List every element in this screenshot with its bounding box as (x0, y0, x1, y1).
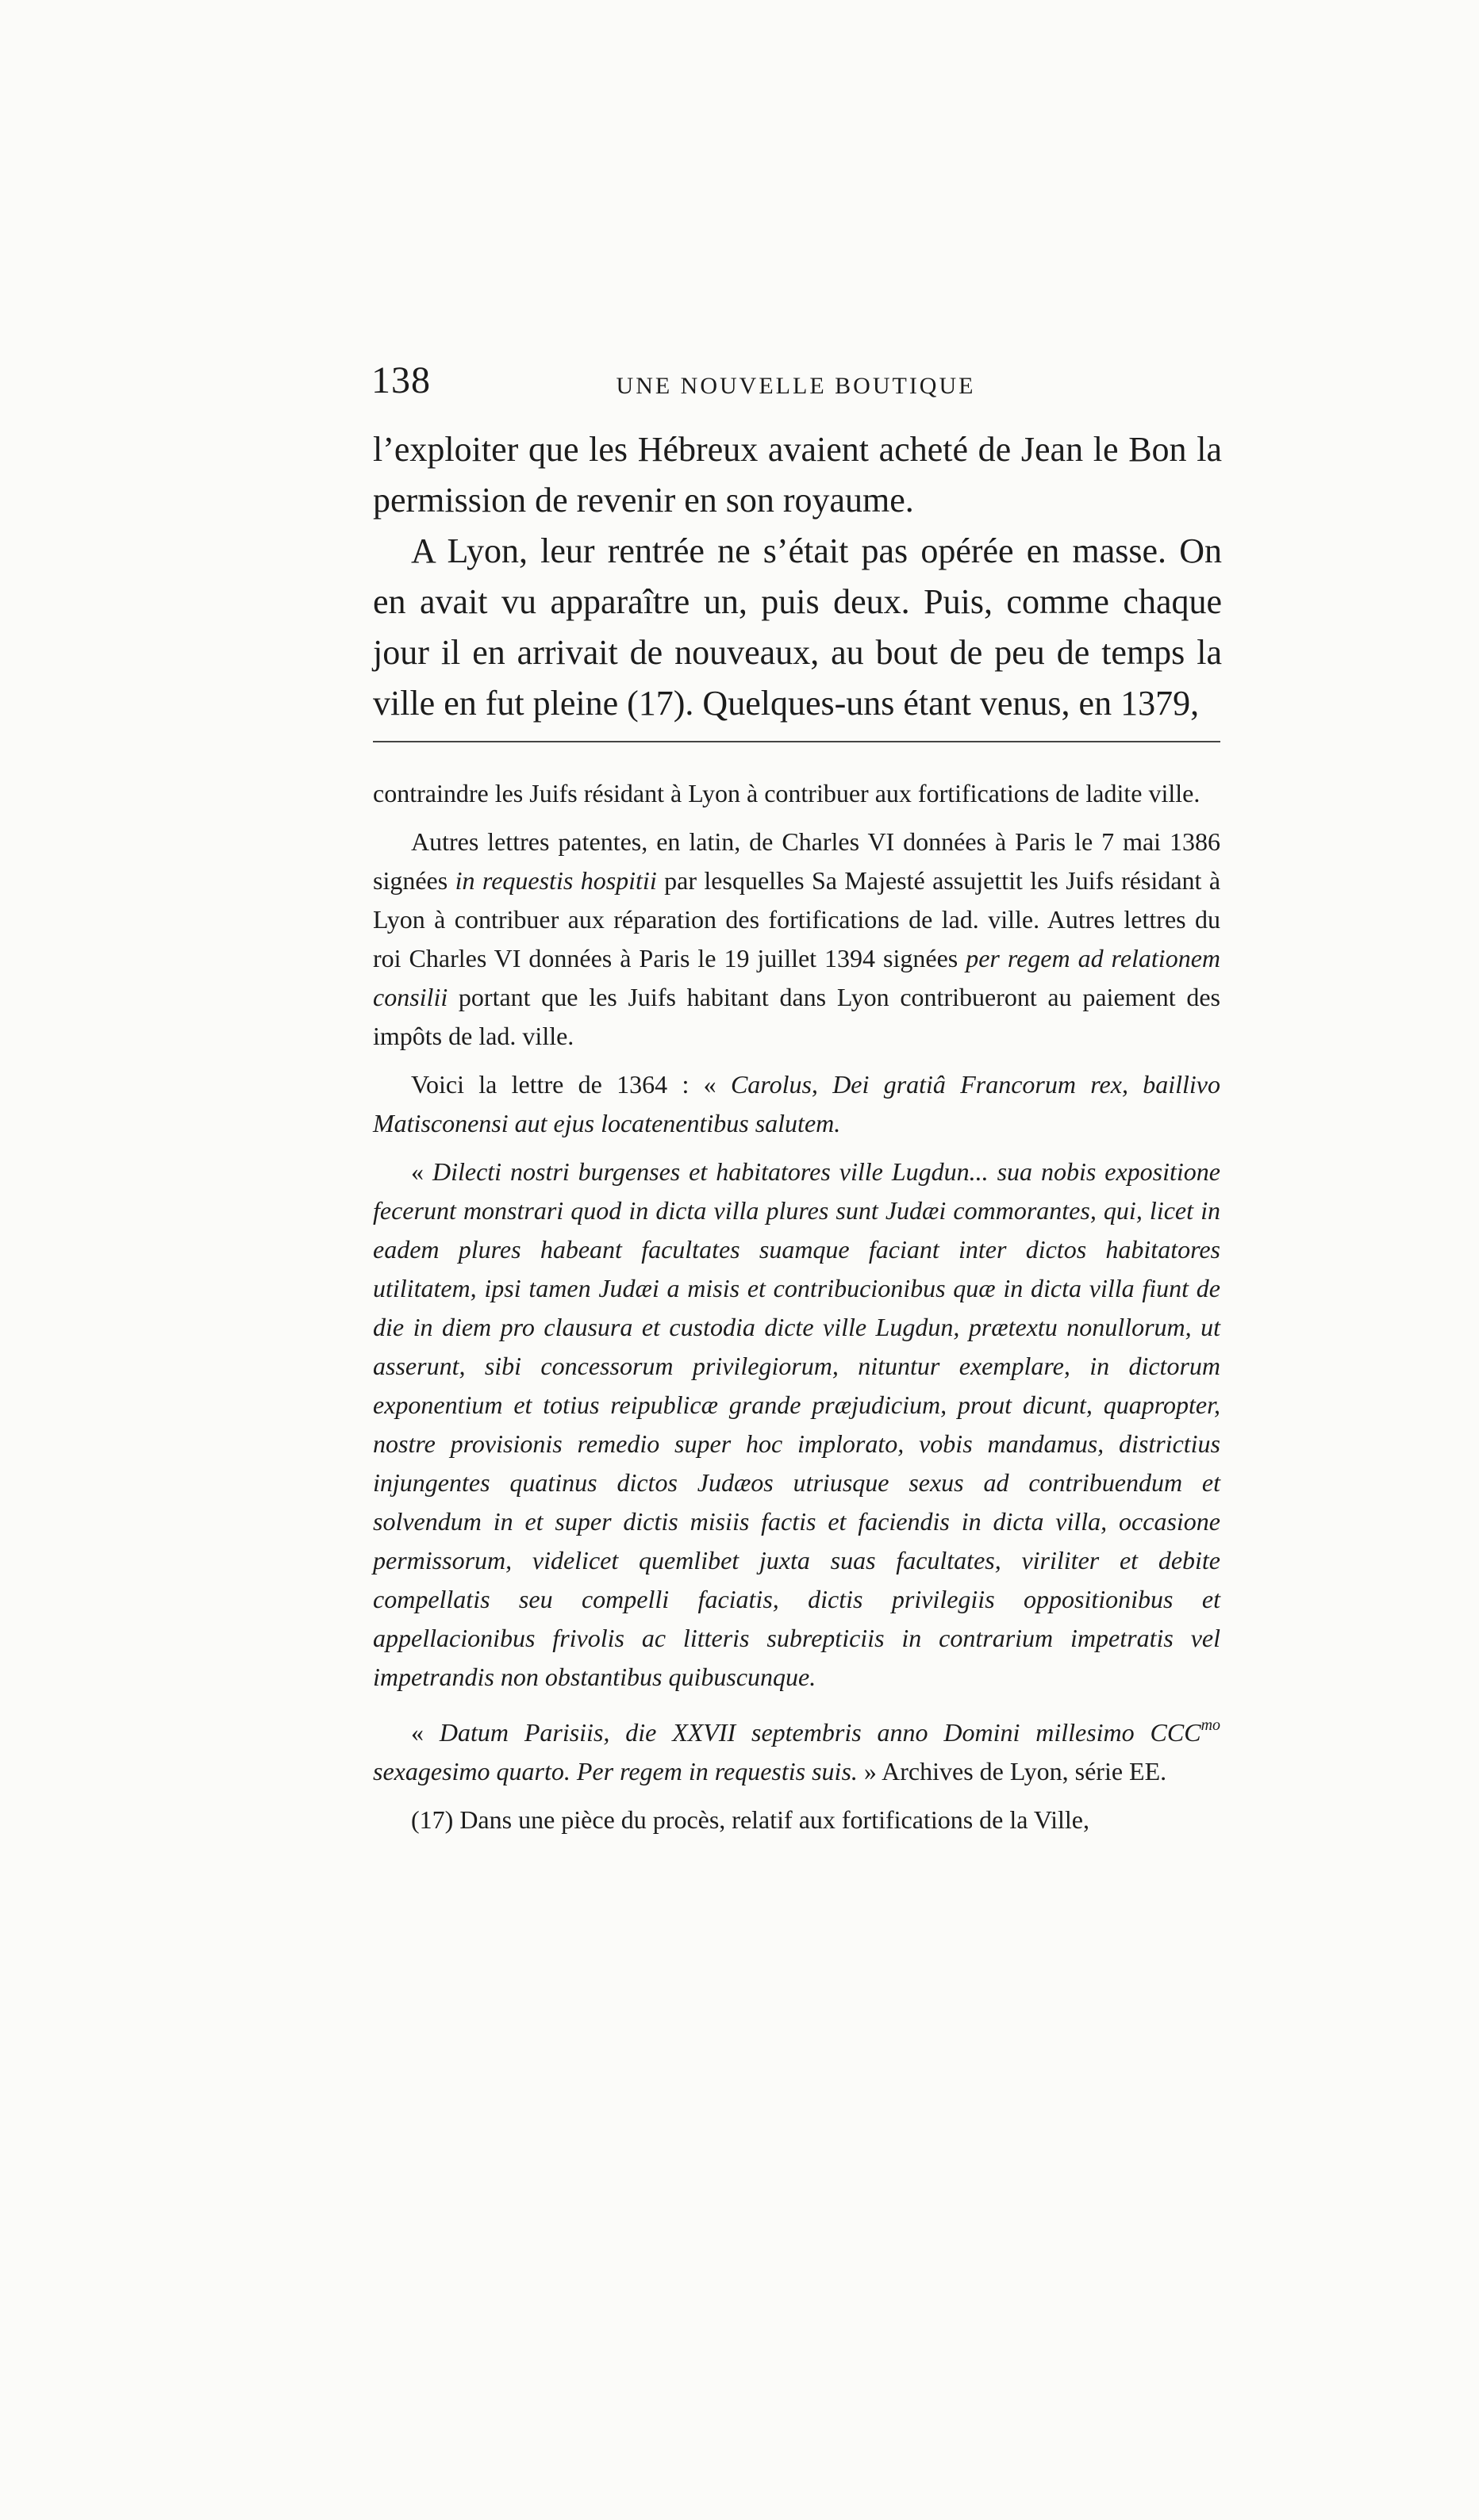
footnote-text: par lesquelles Sa Majesté assujettit les Juifs résidant à Lyon à contribuer aux réparation des fortifications de lad. ville. Autres lettres du roi Charles VI données à Paris le 19 juillet 1394 signées (373, 866, 1221, 972)
latin-phrase: Carolus, Dei gratiâ Francorum rex, baillivo Matisconensi aut ejus locatenentibus salutem. (373, 1070, 1221, 1137)
footnote-text: Voici la lettre de 1364 : « (411, 1070, 731, 1099)
main-text (373, 424, 1222, 729)
latin-quotation: Dilecti nostri burgenses et habitatores ville Lugdun... sua nobis expositione fecerunt monstrari quod in dicta villa plures sunt Judæi commorantes, qui, licet in eadem plures habeant facultates suamque faciant inter dictos habitatores utilitatem, ipsi tamen Judæi a misis et contribucionibus quæ in dicta villa fiunt de die in diem pro clausura et custodia dicte ville Lugdun, prætextu nonullorum, ut asserunt, sibi concessorum privilegiorum, nituntur exemplare, in dictorum exponentium et totius reipublicæ grande præjudicium, prout dicunt, quapropter, nostre provisionis remedio super hoc implorato, vobis mandamus, districtius injungentes quatinus dictos Judæos utriusque sexus ad contribuendum et solvendum in et super dictis misiis factis et faciendis in dicta villa, occasione permissorum, videlicet quemlibet juxta suas facultates, viriliter et debite compellatis seu compelli faciatis, dictis privilegiis oppositionibus et appellacionibus frivolis ac litteris subrepticiis in contrarium impetratis vel impetrandis non obstantibus quibuscunque. (373, 1157, 1221, 1691)
footnote-text: portant que les Juifs habitant dans Lyon contribueront au paiement des impôts de lad. ville. (373, 983, 1220, 1050)
footnote-letters-patent (373, 823, 1220, 1056)
latin-phrase: Datum Parisiis, die XXVII septembris anno Domini millesimo CCC (439, 1718, 1201, 1747)
footnote-text: « (411, 1157, 432, 1186)
footnote-latin-letter (373, 1153, 1220, 1697)
latin-phrase: per regem ad relationem consilii (373, 944, 1221, 1011)
footnote-continuation: contraindre les Juifs résidant à Lyon à contribuer aux fortifications de ladite ville. (373, 779, 1200, 807)
footnote-text: Autres lettres patentes, en latin, de Charles VI données à Paris le 7 mai 1386 signées (373, 827, 1220, 895)
latin-phrase: in requestis hospitii (455, 866, 657, 895)
footnotes (373, 774, 1220, 1839)
footnote-divider (373, 741, 1220, 742)
page-number: 138 (371, 359, 431, 401)
page-header (371, 359, 1220, 414)
footnote-datum (373, 1706, 1220, 1791)
footnote-letter-1364 (373, 1065, 1220, 1143)
footnote-17: (17) Dans une pièce du procès, relatif aux fortifications de la Ville, (411, 1805, 1089, 1834)
running-title: UNE NOUVELLE BOUTIQUE (616, 373, 976, 399)
superscript: mo (1200, 1716, 1221, 1734)
paragraph-lyon: A Lyon, leur rentrée ne s’était pas opérée en masse. On en avait vu apparaître un, puis deux. Puis, comme chaque jour il en arrivait de nouveaux, au bout de peu de temps la ville en fut pleine (17). Quelques-uns étant venus, en 1379, (373, 531, 1222, 723)
latin-phrase: sexagesimo quarto. Per regem in requestis suis. (373, 1757, 858, 1785)
paragraph-continuation: l’exploiter que les Hébreux avaient acheté de Jean le Bon la permission de revenir en son royaume. (373, 430, 1222, 520)
footnote-text: » Archives de Lyon, série EE. (857, 1757, 1167, 1785)
footnote-text: « (411, 1718, 440, 1747)
